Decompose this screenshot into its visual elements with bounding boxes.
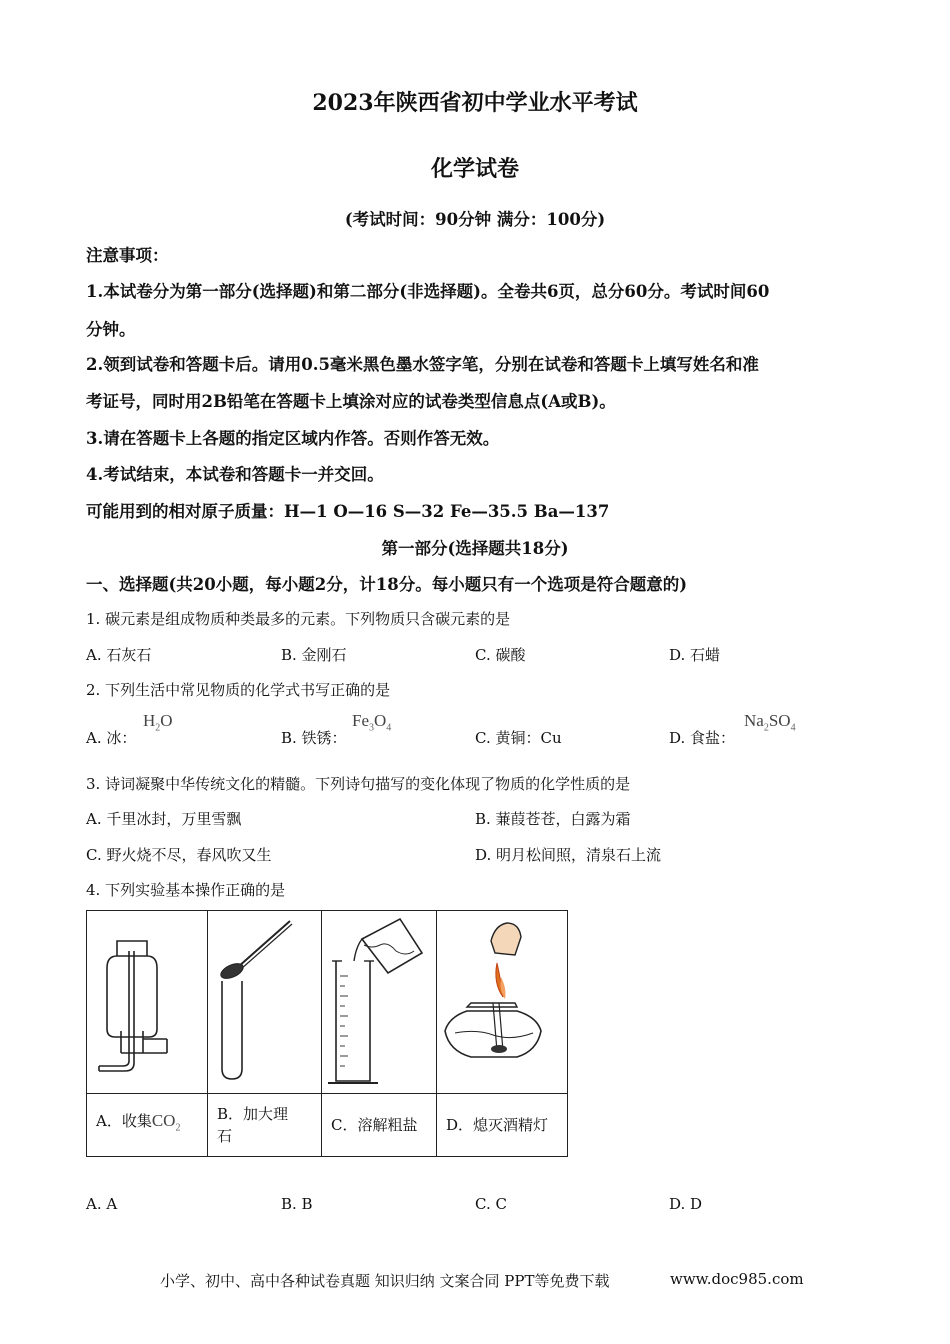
alcohol-lamp-icon xyxy=(437,911,567,1093)
note-item-2-line-2: 考证号，同时用2B铅笔在答题卡上填涂对应的试卷类型信息点(A或B)。 xyxy=(86,392,616,411)
q4-figure-a xyxy=(87,911,208,1094)
q2-option-b[interactable]: B. 铁锈： xyxy=(281,729,347,747)
exam-title: 2023年陕西省初中学业水平考试 xyxy=(312,90,638,116)
q1-option-c[interactable]: C. 碳酸 xyxy=(475,646,526,664)
q4-option-b[interactable]: B. B xyxy=(281,1195,313,1213)
q2-formula-na2so4: $Na_2SO_4$ xyxy=(744,711,796,734)
q4-label-d: D．熄灭酒精灯 xyxy=(437,1094,568,1157)
note-item-1-line-1: 1.本试卷分为第一部分(选择题)和第二部分(非选择题)。全卷共6页，总分60分。考试时间60 xyxy=(86,282,770,301)
q4-label-b: B．加大理 石 xyxy=(208,1094,322,1157)
footer-text: 小学、初中、高中各种试卷真题 知识归纳 文案合同 PPT等免费下载 xyxy=(160,1272,610,1290)
q1-option-d[interactable]: D. 石蜡 xyxy=(669,646,721,664)
q3-option-d[interactable]: D. 明月松间照，清泉石上流 xyxy=(475,846,662,864)
q4-figure-c xyxy=(322,911,437,1094)
atomic-masses: 可能用到的相对原子质量：H—1 O—16 S—32 Fe—35.5 Ba—137 xyxy=(86,502,610,521)
q3-stem: 3. 诗词凝聚中华传统文化的精髓。下列诗句描写的变化体现了物质的化学性质的是 xyxy=(86,775,631,793)
exam-subject: 化学试卷 xyxy=(430,156,519,182)
q3-option-a[interactable]: A. 千里冰封，万里雪飘 xyxy=(86,810,242,828)
q2-option-c[interactable]: C. 黄铜：Cu xyxy=(475,729,562,747)
note-item-1-line-2: 分钟。 xyxy=(86,320,136,339)
q1-option-a[interactable]: A. 石灰石 xyxy=(86,646,152,664)
notes-heading: 注意事项： xyxy=(86,246,169,265)
q2-formula-h2o: $H_2O$ xyxy=(143,711,173,734)
q4-label-a: A．收集$CO_2$ xyxy=(87,1094,208,1157)
q4-option-d[interactable]: D. D xyxy=(669,1195,703,1213)
q4-stem: 4. 下列实验基本操作正确的是 xyxy=(86,881,286,899)
q4-figure-d xyxy=(437,911,568,1094)
q4-figure-b xyxy=(208,911,322,1094)
spoon-test-tube-icon xyxy=(208,911,321,1093)
part1-heading: 第一部分(选择题共18分) xyxy=(381,539,569,558)
measuring-cylinder-icon xyxy=(322,911,436,1093)
q2-option-a[interactable]: A. 冰： xyxy=(86,729,137,747)
co2-formula: $CO_2$ xyxy=(151,1111,181,1134)
note-item-3: 3.请在答题卡上各题的指定区域内作答。否则作答无效。 xyxy=(86,429,500,448)
q4-operations-table xyxy=(86,910,568,1157)
q4-option-c[interactable]: C. C xyxy=(475,1195,507,1213)
q3-option-c[interactable]: C. 野火烧不尽，春风吹又生 xyxy=(86,846,272,864)
q1-option-b[interactable]: B. 金刚石 xyxy=(281,646,347,664)
q2-stem: 2. 下列生活中常见物质的化学式书写正确的是 xyxy=(86,681,391,699)
q3-option-b[interactable]: B. 蒹葭苍苍，白露为霜 xyxy=(475,810,631,828)
footer-url[interactable]: www.doc985.com xyxy=(670,1270,804,1288)
gas-collection-bottle-icon xyxy=(87,911,207,1093)
section-heading: 一、选择题(共20小题，每小题2分，计18分。每小题只有一个选项是符合题意的) xyxy=(86,575,688,594)
q2-formula-fe3o4: $Fe_3O_4$ xyxy=(352,711,392,734)
exam-info: (考试时间：90分钟 满分：100分) xyxy=(344,210,606,229)
note-item-4: 4.考试结束，本试卷和答题卡一并交回。 xyxy=(86,465,384,484)
q4-label-c: C．溶解粗盐 xyxy=(322,1094,437,1157)
q2-option-d[interactable]: D. 食盐： xyxy=(669,729,736,747)
q1-stem: 1. 碳元素是组成物质种类最多的元素。下列物质只含碳元素的是 xyxy=(86,610,511,628)
note-item-2-line-1: 2.领到试卷和答题卡后。请用0.5毫米黑色墨水签字笔，分别在试卷和答题卡上填写姓名和准 xyxy=(86,355,759,374)
q4-option-a[interactable]: A. A xyxy=(86,1195,118,1213)
